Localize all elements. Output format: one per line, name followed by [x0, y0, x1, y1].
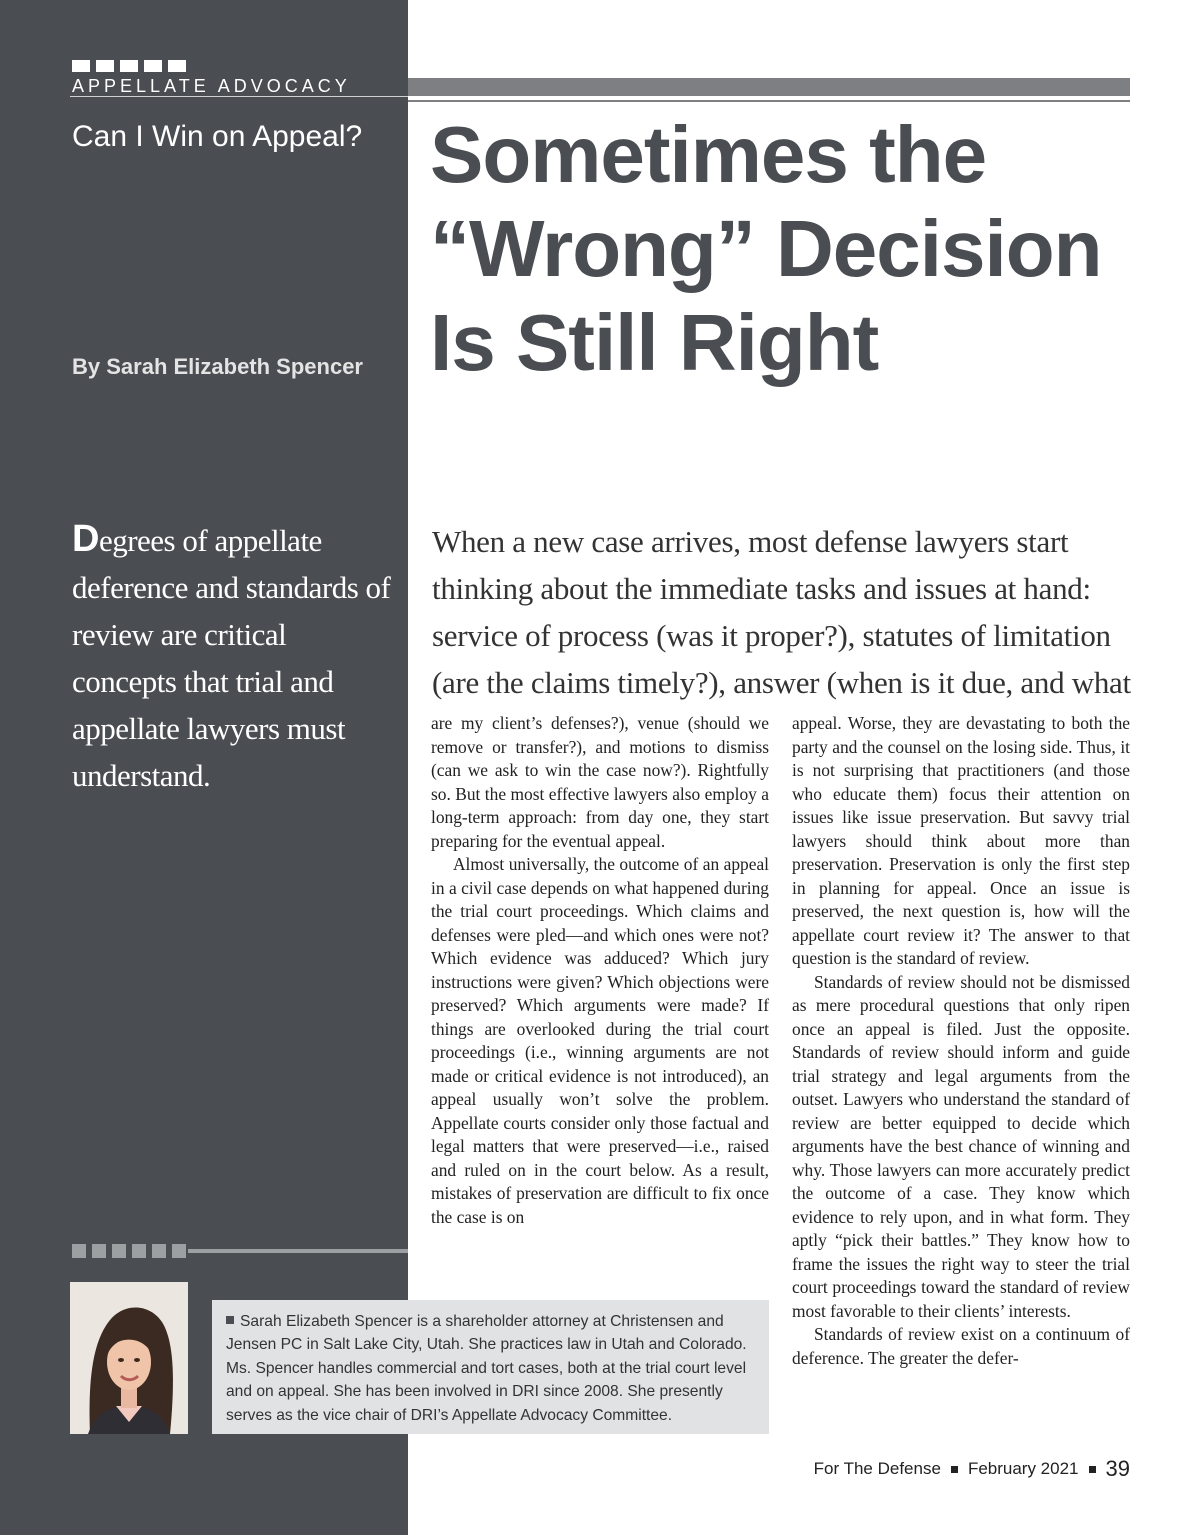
marker-square	[72, 60, 90, 72]
drop-cap: D	[72, 518, 99, 560]
marker-square	[172, 1244, 186, 1258]
section-marker	[72, 60, 186, 72]
bio-marker	[72, 1244, 186, 1258]
marker-square	[72, 1244, 86, 1258]
bio-rule	[188, 1249, 408, 1253]
author-byline: By Sarah Elizabeth Spencer	[72, 354, 363, 379]
author-bio	[212, 1300, 769, 1434]
marker-square	[132, 1244, 146, 1258]
author-photo	[70, 1282, 188, 1434]
marker-square	[168, 60, 186, 72]
lead-paragraph: When a new case arrives, most defense lawyers start thinking about the immediate tasks and issues at hand: service of process (was it proper?), statutes of limitation (are the claims timely?), answer (when is it due, and what	[432, 524, 1131, 700]
paragraph: Almost universally, the outcome of an appeal in a civil case depends on what happened during the trial court proceedings. Which claims and defenses were pled—and which ones were not? Which evidence was adduced? Which jury instructions were given? Which objections were preserved? Which arguments were made? If things are overlooked during the trial court proceedings (i.e., winning arguments are not made or critical evidence is not introduced), an appeal usually won’t solve the problem. Appellate courts consider only those factual and legal matters that were preserved—i.e., raised and ruled on in the court below. As a result, mistakes of preservation are difficult to fix once the case is on	[431, 854, 769, 1227]
bio-text-block	[226, 1310, 757, 1427]
bio-text: Sarah Elizabeth Spencer is a shareholder attorney at Christensen and Jensen PC in Salt Lake City, Utah. She practices law in Utah and Colorado. Ms. Spencer handles commercial and tort cases, both at the trial court level and on appeal. She has been involved in DRI since 2008. She presently serves as the vice chair of DRI’s Appellate Advocacy Committee.	[226, 1313, 747, 1424]
headline-line: Is Still Right	[430, 298, 879, 387]
square-bullet-icon	[226, 1316, 234, 1324]
article-subtitle: Can I Win on Appeal?	[72, 120, 363, 153]
issue-date: February 2021	[967, 1459, 1079, 1478]
marker-square	[96, 60, 114, 72]
sidebar-rule	[70, 96, 408, 97]
marker-square	[92, 1244, 106, 1258]
paragraph: appeal. Worse, they are devastating to both the party and the counsel on the losing side. Thus, it is not surprising that practitioners (and those who educate them) focus their attention on issues like issue preservation. But savvy trial lawyers should think about more than preservation. Preservation is only the first step in planning for appeal. Once an issue is preserved, the next question is, how will the appellate court review it? The answer to that question is the standard of review.	[792, 713, 1130, 968]
page-footer	[814, 1456, 1130, 1482]
square-separator-icon	[951, 1466, 958, 1473]
square-separator-icon	[1089, 1466, 1096, 1473]
pull-quote-text: egrees of appellate deference and standards of review are critical concepts that trial and appellate lawyers must understand.	[72, 523, 391, 793]
section-label: APPELLATE ADVOCACY	[72, 76, 351, 96]
section-bar	[408, 78, 1130, 96]
paragraph: Standards of review should not be dismissed as mere procedural questions that only ripen once an appeal is filed. Just the opposite. Standards of review should inform and guide trial strategy and legal arguments from the outset. Lawyers who understand the standard of review are better equipped to decide which arguments have the best chance of winning and why. Those lawyers can more accurately predict the outcome of a case. They know which evidence to rely upon, and in what form. They aptly “pick their battles.” They know how to frame the issues the right way to steer the trial court proceedings toward the standard of review most favorable to their clients’ interests.	[792, 971, 1130, 1321]
marker-square	[144, 60, 162, 72]
paragraph: Standards of review exist on a continuum of deference. The greater the defer-	[792, 1324, 1130, 1368]
paragraph: are my client’s defenses?), venue (should we remove or transfer?), and motions to dismiss (can we ask to win the case now?). Rightfully so. But the most effective lawyers also employ a long-term approach: from day one, they start preparing for the eventual appeal.	[431, 713, 769, 851]
marker-square	[112, 1244, 126, 1258]
pull-quote	[72, 516, 392, 799]
headline-line: Sometimes the	[430, 110, 987, 199]
article-column-2	[792, 712, 1130, 1370]
section-rule	[408, 100, 1130, 102]
page-number: 39	[1105, 1456, 1130, 1481]
article-column-1	[431, 712, 769, 1229]
headline-line: “Wrong” Decision	[430, 204, 1102, 293]
publication-name: For The Defense	[813, 1459, 941, 1478]
article-headline	[430, 108, 1170, 390]
marker-square	[152, 1244, 166, 1258]
marker-square	[120, 60, 138, 72]
